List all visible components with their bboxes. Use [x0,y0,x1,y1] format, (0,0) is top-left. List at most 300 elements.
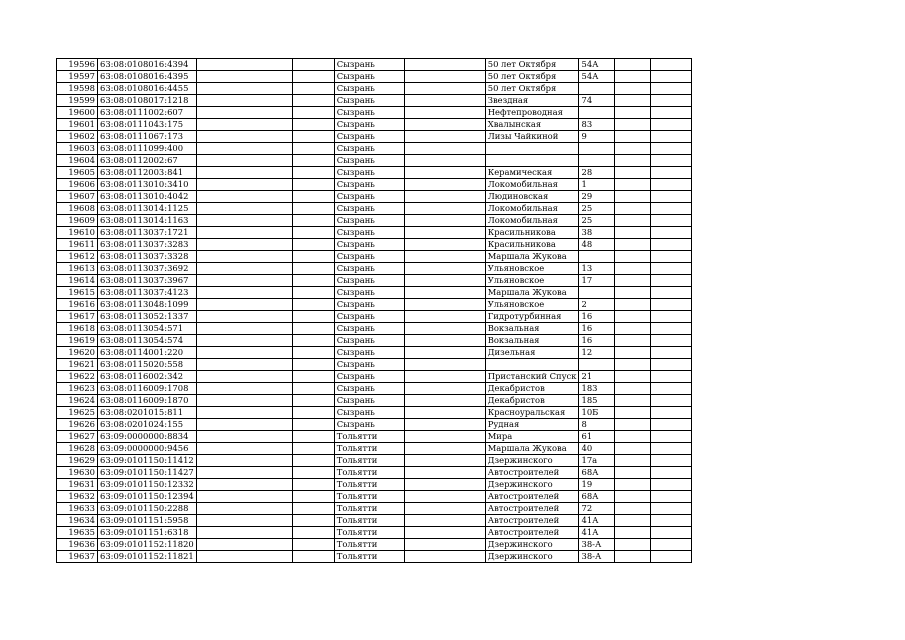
blank-cell-c [404,287,485,299]
cadastral-number-cell: 63:08:0113037:4123 [98,287,197,299]
row-number-cell: 19636 [57,539,98,551]
blank-cell-b [292,191,334,203]
house-number-cell: 83 [579,119,615,131]
blank-cell-e [651,107,692,119]
table-row [57,263,692,275]
row-number-cell: 19614 [57,275,98,287]
blank-cell-c [404,263,485,275]
row-number-cell: 19597 [57,71,98,83]
cadastral-number-cell: 63:08:0111002:607 [98,107,197,119]
blank-cell-d [615,335,651,347]
cadastral-number-cell: 63:09:0101150:11427 [98,467,197,479]
blank-cell-a [196,479,292,491]
blank-cell-a [196,287,292,299]
table-row [57,527,692,539]
blank-cell-e [651,407,692,419]
street-cell: Вокзальная [485,335,579,347]
row-number-cell: 19617 [57,311,98,323]
street-cell: Рудная [485,419,579,431]
blank-cell-c [404,527,485,539]
cadastral-number-cell: 63:08:0201015:811 [98,407,197,419]
blank-cell-c [404,479,485,491]
blank-cell-e [651,467,692,479]
blank-cell-e [651,419,692,431]
row-number-cell: 19612 [57,251,98,263]
row-number-cell: 19619 [57,335,98,347]
blank-cell-c [404,59,485,71]
cadastral-number-cell: 63:08:0113037:3692 [98,263,197,275]
blank-cell-b [292,323,334,335]
blank-cell-e [651,179,692,191]
street-cell: Людиновская [485,191,579,203]
blank-cell-e [651,455,692,467]
blank-cell-a [196,239,292,251]
blank-cell-e [651,251,692,263]
row-number-cell: 19613 [57,263,98,275]
street-cell: Автостроителей [485,467,579,479]
street-cell: Дзержинского [485,539,579,551]
blank-cell-c [404,335,485,347]
house-number-cell: 54А [579,71,615,83]
house-number-cell: 41А [579,515,615,527]
table-row [57,83,692,95]
house-number-cell: 72 [579,503,615,515]
street-cell: Автостроителей [485,491,579,503]
table-row [57,455,692,467]
row-number-cell: 19600 [57,107,98,119]
blank-cell-b [292,467,334,479]
blank-cell-c [404,371,485,383]
blank-cell-d [615,83,651,95]
blank-cell-c [404,203,485,215]
row-number-cell: 19632 [57,491,98,503]
street-cell: Локомобильная [485,203,579,215]
blank-cell-e [651,71,692,83]
blank-cell-a [196,131,292,143]
city-cell: Сызрань [334,215,404,227]
cadastral-number-cell: 63:08:0112003:841 [98,167,197,179]
blank-cell-e [651,59,692,71]
row-number-cell: 19621 [57,359,98,371]
blank-cell-d [615,203,651,215]
blank-cell-c [404,179,485,191]
house-number-cell: 185 [579,395,615,407]
row-number-cell: 19628 [57,443,98,455]
blank-cell-a [196,539,292,551]
blank-cell-e [651,131,692,143]
city-cell: Тольятти [334,491,404,503]
blank-cell-d [615,395,651,407]
street-cell: Дзержинского [485,551,579,563]
blank-cell-b [292,143,334,155]
house-number-cell: 8 [579,419,615,431]
blank-cell-e [651,371,692,383]
blank-cell-c [404,515,485,527]
blank-cell-b [292,203,334,215]
blank-cell-b [292,59,334,71]
blank-cell-d [615,359,651,371]
blank-cell-e [651,515,692,527]
table-row [57,71,692,83]
blank-cell-d [615,383,651,395]
blank-cell-d [615,479,651,491]
row-number-cell: 19611 [57,239,98,251]
blank-cell-e [651,119,692,131]
table-row [57,131,692,143]
city-cell: Сызрань [334,359,404,371]
table-row [57,299,692,311]
blank-cell-b [292,515,334,527]
blank-cell-d [615,59,651,71]
blank-cell-e [651,527,692,539]
blank-cell-a [196,359,292,371]
blank-cell-b [292,167,334,179]
city-cell: Сызрань [334,419,404,431]
house-number-cell: 9 [579,131,615,143]
row-number-cell: 19603 [57,143,98,155]
table-row [57,227,692,239]
street-cell: Локомобильная [485,179,579,191]
row-number-cell: 19615 [57,287,98,299]
table-row [57,107,692,119]
blank-cell-a [196,431,292,443]
blank-cell-b [292,479,334,491]
blank-cell-e [651,95,692,107]
house-number-cell: 25 [579,215,615,227]
house-number-cell [579,83,615,95]
city-cell: Сызрань [334,335,404,347]
cadastral-number-cell: 63:09:0101152:11821 [98,551,197,563]
blank-cell-c [404,347,485,359]
blank-cell-a [196,95,292,107]
cadastral-number-cell: 63:09:0101150:12332 [98,479,197,491]
blank-cell-b [292,335,334,347]
blank-cell-a [196,527,292,539]
table-row [57,395,692,407]
blank-cell-c [404,155,485,167]
house-number-cell: 38-А [579,539,615,551]
blank-cell-c [404,491,485,503]
blank-cell-b [292,395,334,407]
row-number-cell: 19618 [57,323,98,335]
blank-cell-b [292,107,334,119]
cadastral-number-cell: 63:08:0113052:1337 [98,311,197,323]
table-row [57,539,692,551]
cadastral-number-cell: 63:08:0116009:1708 [98,383,197,395]
house-number-cell: 16 [579,311,615,323]
row-number-cell: 19637 [57,551,98,563]
blank-cell-a [196,491,292,503]
row-number-cell: 19626 [57,419,98,431]
cadastral-number-cell: 63:08:0116009:1870 [98,395,197,407]
city-cell: Сызрань [334,131,404,143]
blank-cell-c [404,323,485,335]
blank-cell-b [292,443,334,455]
blank-cell-c [404,407,485,419]
street-cell: Гидротурбинная [485,311,579,323]
street-cell: Лизы Чайкиной [485,131,579,143]
street-cell: Вокзальная [485,323,579,335]
city-cell: Сызрань [334,275,404,287]
row-number-cell: 19622 [57,371,98,383]
row-number-cell: 19610 [57,227,98,239]
blank-cell-b [292,359,334,371]
blank-cell-b [292,431,334,443]
table-row [57,479,692,491]
table-row [57,179,692,191]
blank-cell-c [404,275,485,287]
blank-cell-a [196,443,292,455]
blank-cell-e [651,503,692,515]
city-cell: Тольятти [334,479,404,491]
blank-cell-d [615,287,651,299]
street-cell: Автостроителей [485,515,579,527]
blank-cell-a [196,467,292,479]
blank-cell-b [292,131,334,143]
city-cell: Сызрань [334,239,404,251]
house-number-cell: 29 [579,191,615,203]
blank-cell-a [196,215,292,227]
blank-cell-e [651,167,692,179]
house-number-cell: 12 [579,347,615,359]
blank-cell-c [404,431,485,443]
blank-cell-a [196,263,292,275]
street-cell: Пристанский Спуск [485,371,579,383]
blank-cell-b [292,371,334,383]
blank-cell-b [292,383,334,395]
blank-cell-d [615,299,651,311]
blank-cell-d [615,455,651,467]
blank-cell-e [651,227,692,239]
blank-cell-e [651,539,692,551]
blank-cell-b [292,251,334,263]
house-number-cell: 68А [579,467,615,479]
blank-cell-d [615,527,651,539]
table-row [57,323,692,335]
blank-cell-c [404,539,485,551]
row-number-cell: 19605 [57,167,98,179]
row-number-cell: 19633 [57,503,98,515]
city-cell: Сызрань [334,347,404,359]
blank-cell-e [651,299,692,311]
city-cell: Сызрань [334,59,404,71]
blank-cell-c [404,131,485,143]
cadastral-number-cell: 63:09:0101150:2288 [98,503,197,515]
street-cell [485,143,579,155]
row-number-cell: 19606 [57,179,98,191]
row-number-cell: 19634 [57,515,98,527]
row-number-cell: 19596 [57,59,98,71]
row-number-cell: 19599 [57,95,98,107]
blank-cell-a [196,167,292,179]
house-number-cell: 17а [579,455,615,467]
street-cell: Дзержинского [485,455,579,467]
blank-cell-d [615,131,651,143]
table-row [57,419,692,431]
cadastral-number-cell: 63:08:0113037:3328 [98,251,197,263]
blank-cell-d [615,491,651,503]
blank-cell-b [292,155,334,167]
city-cell: Тольятти [334,551,404,563]
blank-cell-e [651,383,692,395]
blank-cell-b [292,275,334,287]
city-cell: Сызрань [334,203,404,215]
blank-cell-d [615,407,651,419]
street-cell: Нефтепроводная [485,107,579,119]
table-row [57,239,692,251]
row-number-cell: 19625 [57,407,98,419]
row-number-cell: 19620 [57,347,98,359]
cadastral-number-cell: 63:08:0114001:220 [98,347,197,359]
blank-cell-b [292,551,334,563]
row-number-cell: 19609 [57,215,98,227]
blank-cell-e [651,491,692,503]
blank-cell-b [292,347,334,359]
blank-cell-d [615,347,651,359]
row-number-cell: 19623 [57,383,98,395]
table-row [57,95,692,107]
city-cell: Сызрань [334,83,404,95]
city-cell: Сызрань [334,107,404,119]
blank-cell-a [196,407,292,419]
blank-cell-c [404,239,485,251]
blank-cell-e [651,287,692,299]
blank-cell-d [615,215,651,227]
blank-cell-b [292,407,334,419]
cadastral-number-cell: 63:08:0108016:4394 [98,59,197,71]
table-row [57,59,692,71]
blank-cell-a [196,311,292,323]
cadastral-number-cell: 63:09:0101150:11412 [98,455,197,467]
table-row [57,155,692,167]
house-number-cell [579,359,615,371]
table-row [57,359,692,371]
row-number-cell: 19624 [57,395,98,407]
table-row [57,203,692,215]
street-cell: Автостроителей [485,503,579,515]
street-cell: Красноуральская [485,407,579,419]
blank-cell-d [615,155,651,167]
row-number-cell: 19627 [57,431,98,443]
street-cell [485,359,579,371]
table-row [57,167,692,179]
blank-cell-a [196,299,292,311]
street-cell: 50 лет Октября [485,59,579,71]
blank-cell-e [651,275,692,287]
blank-cell-d [615,539,651,551]
blank-cell-d [615,227,651,239]
blank-cell-c [404,119,485,131]
city-cell: Сызрань [334,371,404,383]
blank-cell-e [651,335,692,347]
street-cell: Дзержинского [485,479,579,491]
house-number-cell [579,287,615,299]
city-cell: Сызрань [334,395,404,407]
table-row [57,119,692,131]
blank-cell-c [404,311,485,323]
blank-cell-d [615,239,651,251]
blank-cell-c [404,443,485,455]
row-number-cell: 19607 [57,191,98,203]
row-number-cell: 19601 [57,119,98,131]
house-number-cell [579,107,615,119]
house-number-cell: 19 [579,479,615,491]
table-row [57,287,692,299]
table-row [57,491,692,503]
blank-cell-a [196,227,292,239]
blank-cell-a [196,335,292,347]
cadastral-number-cell: 63:08:0111043:175 [98,119,197,131]
blank-cell-c [404,251,485,263]
house-number-cell: 54А [579,59,615,71]
blank-cell-e [651,143,692,155]
table-row [57,191,692,203]
blank-cell-e [651,323,692,335]
street-cell: Дизельная [485,347,579,359]
city-cell: Тольятти [334,443,404,455]
blank-cell-d [615,419,651,431]
table-row [57,443,692,455]
blank-cell-a [196,119,292,131]
house-number-cell: 16 [579,323,615,335]
table-row [57,335,692,347]
street-cell: Керамическая [485,167,579,179]
house-number-cell: 10Б [579,407,615,419]
street-cell: Ульяновское [485,263,579,275]
row-number-cell: 19631 [57,479,98,491]
row-number-cell: 19616 [57,299,98,311]
cadastral-number-cell: 63:08:0115020:558 [98,359,197,371]
blank-cell-b [292,455,334,467]
house-number-cell: 2 [579,299,615,311]
blank-cell-b [292,71,334,83]
street-cell: Мира [485,431,579,443]
street-cell: Маршала Жукова [485,443,579,455]
table-row [57,275,692,287]
blank-cell-c [404,95,485,107]
city-cell: Сызрань [334,311,404,323]
house-number-cell: 48 [579,239,615,251]
cadastral-number-cell: 63:08:0201024:155 [98,419,197,431]
blank-cell-d [615,119,651,131]
city-cell: Сызрань [334,287,404,299]
blank-cell-b [292,263,334,275]
blank-cell-e [651,359,692,371]
blank-cell-a [196,323,292,335]
street-cell: 50 лет Октября [485,71,579,83]
city-cell: Сызрань [334,119,404,131]
blank-cell-a [196,191,292,203]
cadastral-number-cell: 63:08:0108016:4455 [98,83,197,95]
city-cell: Тольятти [334,503,404,515]
blank-cell-d [615,143,651,155]
blank-cell-e [651,191,692,203]
table-row [57,431,692,443]
table-row [57,251,692,263]
blank-cell-e [651,83,692,95]
cadastral-number-cell: 63:09:0101151:6318 [98,527,197,539]
street-cell: Маршала Жукова [485,251,579,263]
blank-cell-b [292,491,334,503]
city-cell: Сызрань [334,263,404,275]
blank-cell-d [615,311,651,323]
cadastral-number-cell: 63:08:0113054:571 [98,323,197,335]
blank-cell-b [292,419,334,431]
table-row [57,515,692,527]
blank-cell-a [196,347,292,359]
blank-cell-d [615,431,651,443]
house-number-cell: 183 [579,383,615,395]
